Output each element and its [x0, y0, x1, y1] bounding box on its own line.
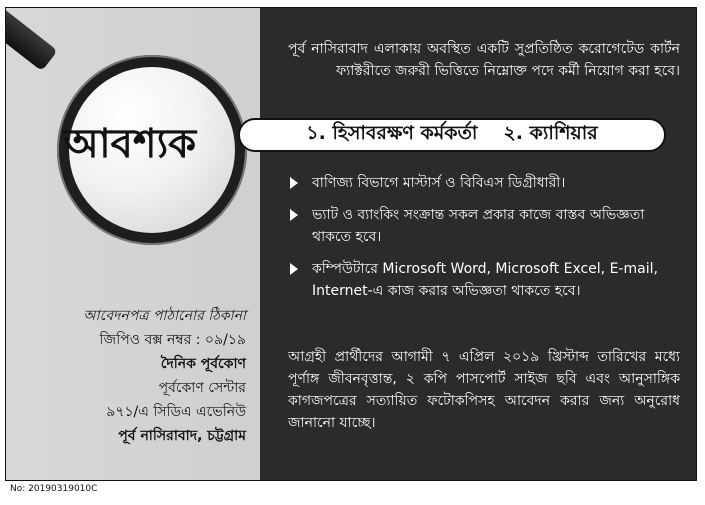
address-po-box: জিপিও বক্স নম্বর : ০৯/১৯ [99, 332, 246, 348]
headline: আবশ্যক [64, 120, 197, 167]
intro-text: পূর্ব নাসিরাবাদ এলাকায় অবস্থিত একটি সুপ্রতিষ্ঠিত করোগেটেড কার্টন ফ্যাক্টরীতে জরুরী ভিত্তিতে নিম্নোক্ত পদে কর্মী নিয়োগ করা হবে। [288, 41, 680, 79]
positions-banner [238, 118, 666, 152]
left-panel [6, 8, 260, 480]
address-newspaper: দৈনিক পূর্বকোণ [160, 356, 246, 372]
address-center: পূর্বকোণ সেন্টার [158, 380, 246, 396]
bullet-triangle-icon [290, 263, 298, 275]
requirement-item [290, 172, 686, 194]
position-1: ১. হিসাবরক্ষণ কর্মকর্তা [306, 122, 478, 144]
reference-number: No: 20190319010C [10, 484, 98, 494]
address-street: ৯৭১/এ সিডিএ এভেনিউ [106, 404, 246, 420]
address-heading: আবেদনপত্র পাঠানোর ঠিকানা [83, 308, 246, 324]
job-advertisement [5, 7, 697, 481]
magnifier-handle-icon [5, 7, 58, 71]
position-2: ২. ক্যাশিয়ার [503, 122, 598, 144]
requirement-text: ভ্যাট ও ব্যাংকিং সংক্রান্ত সকল প্রকার কাজে বাস্তব অভিজ্ঞতা থাকতে হবে। [312, 207, 645, 245]
closing-text: আগ্রহী প্রার্থীদের আগামী ৭ এপ্রিল ২০১৯ খ্রিস্টাব্দ তারিখের মধ্যে পূর্ণাঙ্গ জীবনবৃত্তান্ত, ২ কপি পাসপোর্ট সাইজ ছবি এবং আনুসাঙ্গিক কাগজপত্রের সত্যায়িত ফটোকপিসহ আবেদন করার জন্য অনুরোধ জানানো যাচ্ছে। [288, 349, 680, 431]
application-address [6, 304, 246, 448]
requirement-text: কম্পিউটারে Microsoft Word, Microsoft Excel, E-mail, Internet-এ কাজ করার অভিজ্ঞতা থাকতে হবে। [312, 261, 658, 299]
bullet-triangle-icon [290, 177, 298, 189]
requirement-text: বাণিজ্য বিভাগে মাস্টার্স ও বিবিএস ডিগ্রীধারী। [312, 175, 566, 191]
bullet-triangle-icon [290, 209, 298, 221]
right-panel [260, 8, 696, 480]
requirements-list [290, 172, 686, 312]
address-area: পূর্ব নাসিরাবাদ, চট্টগ্রাম [118, 428, 246, 444]
requirement-item [290, 258, 686, 302]
requirement-item [290, 204, 686, 248]
